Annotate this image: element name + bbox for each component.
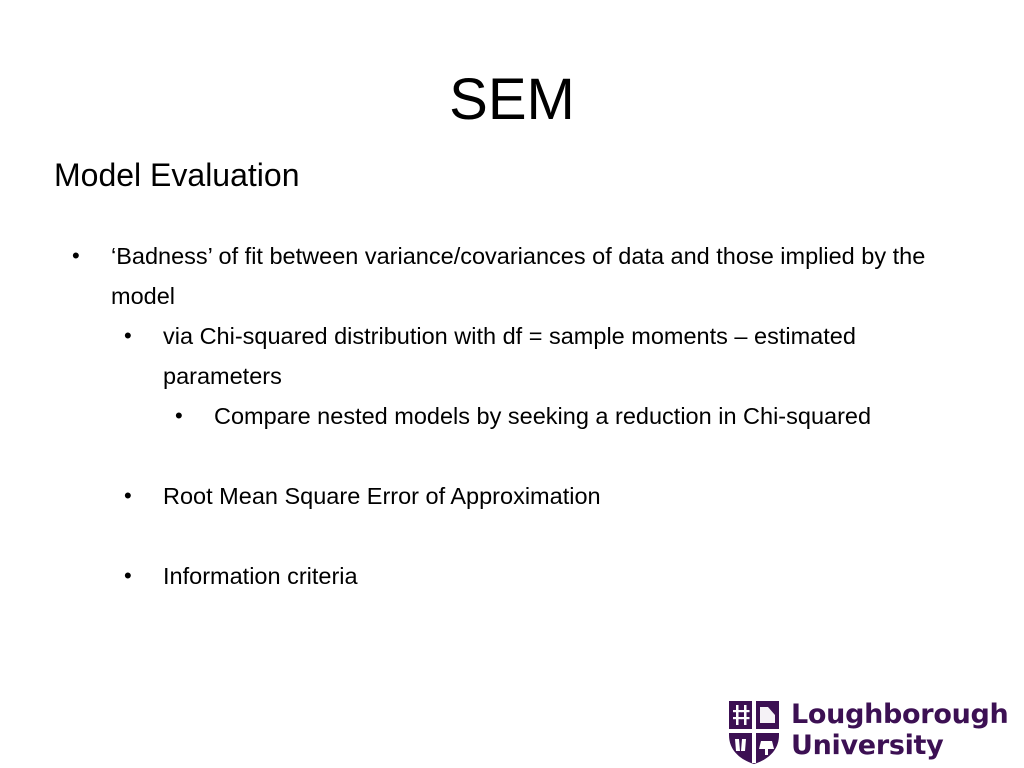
bullet-item <box>0 476 1024 516</box>
bullet-text: Information criteria <box>163 563 358 589</box>
bullet-dot: • <box>124 563 132 588</box>
slide-title: SEM <box>449 67 575 132</box>
bullet-text: Compare nested models by seeking a reduction in Chi-squared <box>214 403 872 429</box>
bullet-dot: • <box>124 483 132 508</box>
bullet-text: ‘Badness’ of fit between variance/covariances of data and those implied by the model <box>111 243 926 309</box>
logo-line-2: University <box>791 730 944 761</box>
university-logo <box>727 699 1009 765</box>
bullet-dot: • <box>72 243 80 268</box>
bullet-dot: • <box>124 323 132 348</box>
bullet-item <box>0 316 1024 396</box>
logo-line-1: Loughborough <box>791 699 1009 730</box>
bullet-item <box>0 236 1024 316</box>
bullet-item <box>0 396 1024 436</box>
bullet-dot: • <box>175 403 183 428</box>
bullet-item <box>0 556 1024 596</box>
bullet-spacer <box>0 516 1024 556</box>
logo-wordmark <box>791 699 1008 761</box>
university-shield-icon <box>727 699 781 765</box>
bullet-text: Root Mean Square Error of Approximation <box>163 483 601 509</box>
bullet-spacer <box>0 436 1024 476</box>
slide-subtitle: Model Evaluation <box>54 157 300 193</box>
bullet-list <box>0 236 1024 596</box>
bullet-text: via Chi-squared distribution with df = sample moments – estimated parameters <box>163 323 856 389</box>
